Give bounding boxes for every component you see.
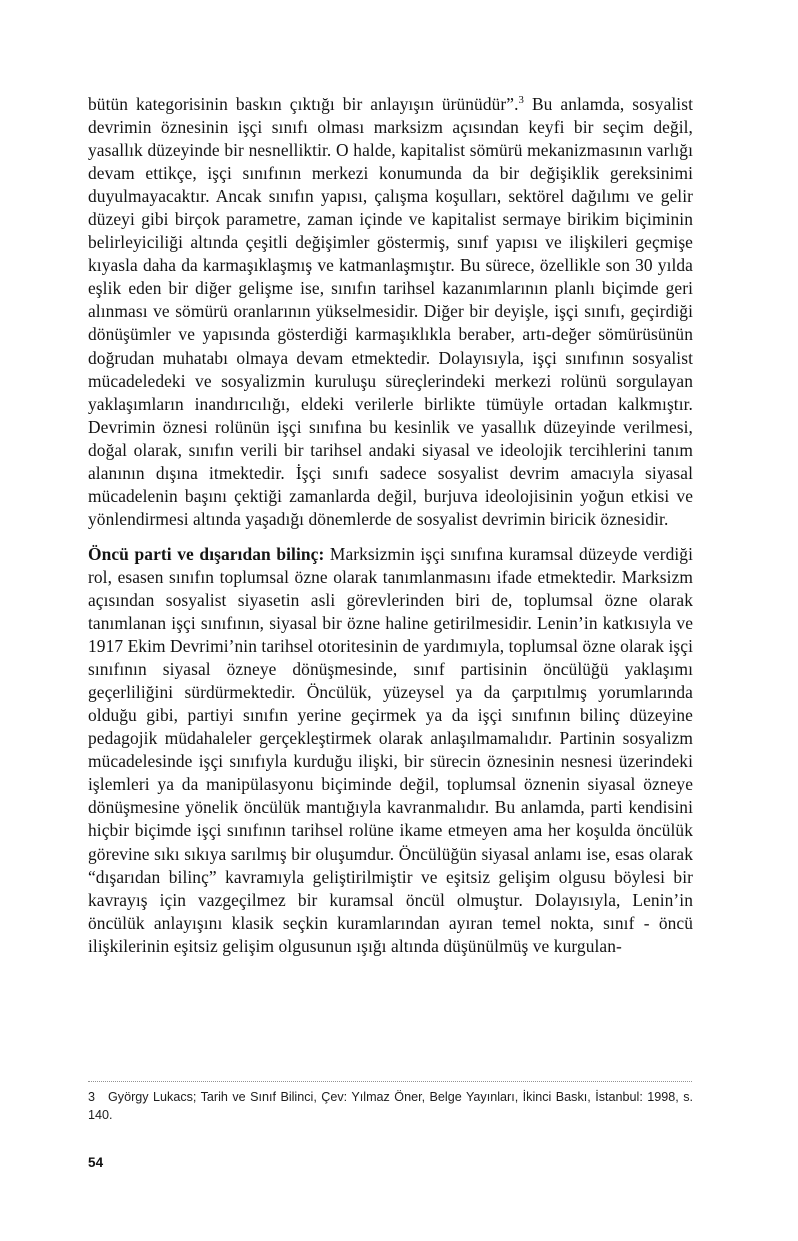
paragraph-1-text-before-footnote: bütün kategorisinin baskın çıktığı bir anlayışın ürünüdür”. — [88, 94, 519, 114]
paragraph-2-lead-in: Öncü parti ve dışarıdan bilinç: — [88, 543, 325, 564]
footnote-separator-rule — [88, 1081, 692, 1082]
page-number: 54 — [88, 1155, 104, 1170]
footnote-area — [88, 1081, 693, 1124]
body-text-column — [88, 93, 693, 958]
paragraph-2 — [88, 543, 693, 958]
paragraph-1 — [88, 93, 693, 531]
footnote-number: 3 — [88, 1090, 96, 1104]
footnote-reference-3[interactable]: 3 — [518, 94, 525, 107]
paragraph-2-text: Marksizmin işçi sınıfına kuramsal düzeyde verdiği rol, esasen sınıfın toplumsal özne olarak tanımlanmasını ifade etmektedir. Marksizm açısından sosyalist siyasetin asli görevlerinden biri de, toplumsal özne olarak tanımlanan işçi sınıfının, siyasal bir özne haline getirilmesidir. Lenin’in katkısıyla ve 1917 Ekim Devrimi’nin tarihsel otoritesinin de yardımıyla, toplumsal özne olarak işçi sınıfının siyasal özneye dönüşmesinde, sınıf partisinin öncülüğü yaklaşımı geçerliliğini sürdürmektedir. Öncülük, yüzeysel ya da çarpıtılmış yorumlarında olduğu gibi, partiyi sınıfın yerine geçirmek ya da işçi sınıfının bilinç düzeyine pedagojik müdahaleler gerçekleştirmek olarak anlaşılmamalıdır. Partinin sosyalizm mücadelesinde işçi sınıfıyla kurduğu ilişki, bir sürecin öznesinin nesnesi üzerindeki işlemleri ya da manipülasyonu biçiminde değil, toplumsal öznenin siyasal özneye dönüşmesine yönelik öncülük mantığıyla kavranmalıdır. Bu anlamda, parti kendisini hiçbir biçimde işçi sınıfının tarihsel rolüne ikame etmeyen ama her koşulda öncülük görevine sıkı sıkıya sarılmış bir oluşumdur. Öncülüğün siyasal anlamı ise, esas olarak “dışarıdan bilinç” kavramıyla geliştirilmiştir ve eşitsiz gelişim olgusu böylesi bir kavrayış için vazgeçilmez bir kuramsal öncül olmuştur. Dolayısıyla, Lenin’in öncülük anlayışını klasik seçkin kuramlarından ayıran temel nokta, sınıf - öncü ilişkilerinin eşitsiz gelişim olgusunun ışığı altında düşünülmüş ve kurgulan- — [88, 543, 693, 956]
footnote-entry — [88, 1089, 693, 1124]
footnote-citation-text: György Lukacs; Tarih ve Sınıf Bilinci, Çev: Yılmaz Öner, Belge Yayınları, İkinci Baskı, İstanbul: 1998, s. 140. — [88, 1090, 693, 1122]
paragraph-1-text-after-footnote: Bu anlamda, sosyalist devrimin öznesinin işçi sınıfı olması marksizm açısından keyfi bir seçim değil, yasallık düzeyinde bir nesnelliktir. O halde, kapitalist sömürü mekanizmasının varlığı devam ettikçe, işçi sınıfının merkezi konumunda da bir değişiklik gereksinimi duyulmayacaktır. Ancak sınıfın yapısı, çalışma koşulları, sektörel dağılımı ve gelir düzeyi gibi birçok parametre, zaman içinde ve kapitalist sermaye birikim biçiminin belirleyiciliği altında çeşitli değişimler göstermiş, sınıf yapısı ve ilişkileri geçmişe kıyasla daha da karmaşıklaşmış ve katmanlaşmıştır. Bu sürece, özellikle son 30 yılda eşlik eden bir diğer gelişme ise, sınıfın tarihsel kazanımlarının planlı biçimde geri alınması ve sömürü oranlarının yükselmesidir. Diğer bir deyişle, işçi sınıfı, geçirdiği dönüşümler ve yapısında gösterdiği karmaşıklıkla beraber, artı-değer sömürüsünün doğrudan muhatabı olmaya devam etmektedir. Dolayısıyla, işçi sınıfının sosyalist mücadeledeki ve sosyalizmin kuruluşu süreçlerindeki merkezi rolünü sorgulayan yaklaşımların inandırıcılığı, eldeki verilerle birlikte tümüyle ortadan kalkmıştır. Devrimin öznesi rolünün işçi sınıfına bu kesinlik ve yasallık düzeyinde verilmesi, doğal olarak, sınıfın verili bir tarihsel andaki siyasal ve ideolojik tercihlerini tanım alanının dışına itmektedir. İşçi sınıfı sadece sosyalist devrim amacıyla siyasal mücadelenin başını çektiği zamanlarda değil, burjuva ideolojisinin yoğun etkisi ve yönlendirmesi altında yaşadığı dönemlerde de sosyalist devrimin biricik öznesidir. — [88, 94, 693, 529]
